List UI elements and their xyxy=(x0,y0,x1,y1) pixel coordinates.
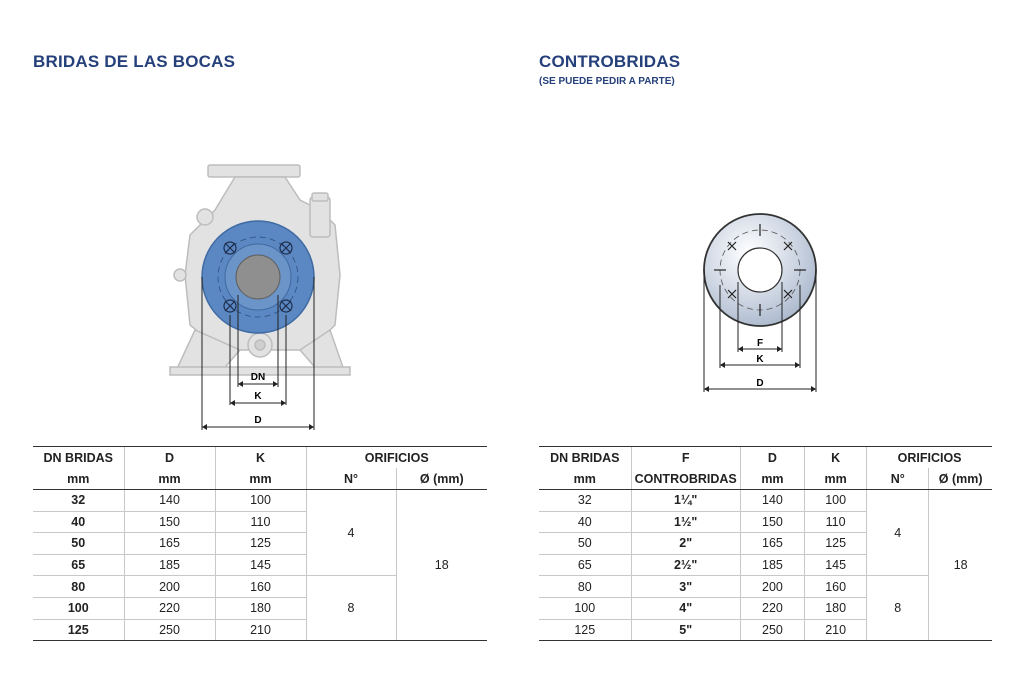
header-k: K xyxy=(805,447,867,469)
cell-dn: 65 xyxy=(33,554,124,576)
cell-k: 125 xyxy=(805,533,867,555)
cell-dn: 32 xyxy=(539,490,631,512)
right-subtitle: (SE PUEDE PEDIR A PARTE) xyxy=(539,76,675,87)
unit-dn: mm xyxy=(539,468,631,490)
label-k: K xyxy=(254,391,262,402)
cell-holes-8: 8 xyxy=(867,576,929,641)
cell-dn: 80 xyxy=(33,576,124,598)
cell-d: 185 xyxy=(124,554,215,576)
cell-k: 210 xyxy=(805,619,867,641)
table-row xyxy=(539,490,992,512)
cell-k: 145 xyxy=(805,554,867,576)
cell-k: 110 xyxy=(215,511,306,533)
header-d: D xyxy=(124,447,215,469)
cell-dn: 40 xyxy=(539,511,631,533)
cell-f: 3" xyxy=(631,576,740,598)
unit-f: CONTROBRIDAS xyxy=(631,468,740,490)
cell-f: 4" xyxy=(631,597,740,619)
label-dn: DN xyxy=(250,372,266,383)
cell-d: 150 xyxy=(124,511,215,533)
header-dn-bridas: DN BRIDAS xyxy=(33,447,124,469)
counter-flange-figure xyxy=(690,210,830,400)
cell-k: 210 xyxy=(215,619,306,641)
cell-k: 100 xyxy=(805,490,867,512)
cell-holes-8: 8 xyxy=(306,576,396,641)
unit-k: mm xyxy=(805,468,867,490)
cell-d: 220 xyxy=(124,597,215,619)
cell-f: 2" xyxy=(631,533,740,555)
header-k: K xyxy=(215,447,306,469)
cell-diameter: 18 xyxy=(396,490,487,641)
cell-f: 1½" xyxy=(631,511,740,533)
cell-d: 200 xyxy=(740,576,804,598)
unit-n: N° xyxy=(306,468,396,490)
label-d: D xyxy=(254,415,262,426)
cell-k: 100 xyxy=(215,490,306,512)
left-title: BRIDAS DE LAS BOCAS xyxy=(33,52,236,71)
cell-d: 250 xyxy=(124,619,215,641)
cell-d: 165 xyxy=(740,533,804,555)
cell-d: 140 xyxy=(740,490,804,512)
cell-f: 1¼" xyxy=(631,490,740,512)
cell-dn: 32 xyxy=(33,490,124,512)
pump-flange-figure xyxy=(160,155,360,435)
unit-n: N° xyxy=(867,468,929,490)
unit-k: mm xyxy=(215,468,306,490)
cell-k: 180 xyxy=(215,597,306,619)
cell-diameter: 18 xyxy=(929,490,992,641)
cell-d: 140 xyxy=(124,490,215,512)
cell-d: 220 xyxy=(740,597,804,619)
cell-d: 250 xyxy=(740,619,804,641)
cell-k: 110 xyxy=(805,511,867,533)
header-orificios: ORIFICIOS xyxy=(867,447,992,469)
header-d: D xyxy=(740,447,804,469)
cell-d: 165 xyxy=(124,533,215,555)
cell-dn: 100 xyxy=(33,597,124,619)
cell-d: 150 xyxy=(740,511,804,533)
cell-f: 2½" xyxy=(631,554,740,576)
cell-dn: 50 xyxy=(539,533,631,555)
cell-k: 180 xyxy=(805,597,867,619)
right-title: CONTROBRIDAS xyxy=(539,52,681,71)
cell-dn: 125 xyxy=(33,619,124,641)
table-row xyxy=(539,576,992,598)
unit-d: mm xyxy=(124,468,215,490)
cell-d: 200 xyxy=(124,576,215,598)
unit-dn: mm xyxy=(33,468,124,490)
cell-k: 125 xyxy=(215,533,306,555)
right-spec-table xyxy=(539,446,992,641)
table-row xyxy=(33,490,487,512)
cell-dn: 80 xyxy=(539,576,631,598)
unit-phi: Ø (mm) xyxy=(396,468,487,490)
left-spec-table xyxy=(33,446,487,641)
cell-k: 160 xyxy=(805,576,867,598)
cell-dn: 40 xyxy=(33,511,124,533)
header-f: F xyxy=(631,447,740,469)
cell-dn: 100 xyxy=(539,597,631,619)
cell-dn: 125 xyxy=(539,619,631,641)
unit-phi: Ø (mm) xyxy=(929,468,992,490)
label-d: D xyxy=(756,378,764,389)
cell-holes-4: 4 xyxy=(306,490,396,576)
unit-d: mm xyxy=(740,468,804,490)
cell-d: 185 xyxy=(740,554,804,576)
label-k: K xyxy=(756,354,764,365)
cell-holes-4: 4 xyxy=(867,490,929,576)
cell-f: 5" xyxy=(631,619,740,641)
cell-k: 160 xyxy=(215,576,306,598)
header-orificios: ORIFICIOS xyxy=(306,447,487,469)
cell-dn: 65 xyxy=(539,554,631,576)
header-dn-bridas: DN BRIDAS xyxy=(539,447,631,469)
cell-dn: 50 xyxy=(33,533,124,555)
cell-k: 145 xyxy=(215,554,306,576)
label-f: F xyxy=(756,338,764,349)
